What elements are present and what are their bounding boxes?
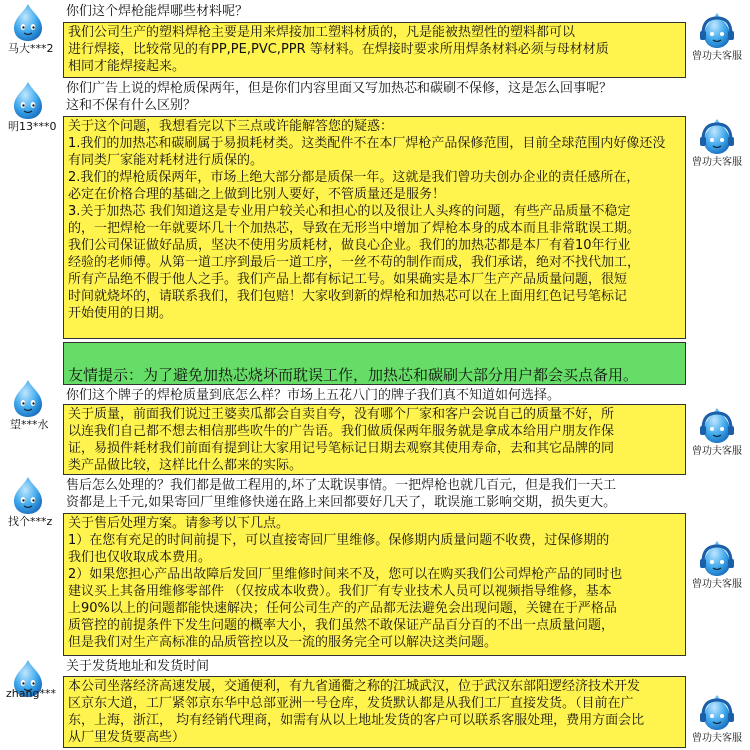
service-agent-4 — [686, 538, 748, 591]
username: 明13***0 — [8, 120, 57, 133]
service-agent-3 — [686, 405, 748, 458]
user-avatar-4 — [6, 475, 50, 515]
answer-2: 关于这个问题，我想看完以下三点或许能解答您的疑惑： 1.我们的加热芯和碳刷属于易损耗材类。这类配件不在本厂焊枪产品保修范围，目前全球范围内好像还没 有同类厂家能对耗材进行质保的。 2.我们的焊枪质保两年，市场上绝大部分都是质保一年。这就是我们曾功夫创办企业的责任感所在， 必定在价格合理的基础之上做到比别人要好，不管质量还是服务！ 3.关于加热芯 我们知道这是专业用户较关心和担心的以及很让人头疼的问题，有些产品质量不稳定 的，一把焊枪一年就要坏几十个加热芯，导致在无形当中增加了焊枪本身的成本而且非常耽误工期。 我们公司保证做好品质，坚决不使用劣质耗材，做良心企业。我们的加热芯都是本厂有着10年行业 经验的老师傅。从第一道工序到最后一道工序，一丝不苟的制作而成，我们承诺，绝对不找代加工， 所有产品绝不假于他人之手。我们产品上都有标记工号。如果确实是本厂生产产品质量问题，很短 时间就烧坏的，请联系我们，我们包赔！大家收到新的焊枪和加热芯可以在上面用红色记号笔标记 开始使用的日期。 — [63, 116, 686, 339]
water-drop-icon — [6, 80, 50, 120]
answer-5: 本公司坐落经济高速发展，交通便利，有九省通衢之称的江城武汉，位于武汉东部阳逻经济技术开发 区京东大道，工厂紧邻京东华中总部亚洲一号仓库，发货默认都是从我们工厂直接发货。（目前在广 东，上海，浙江， 均有经销代理商，如需有从以上地址发货的客户可以联系客服处理，费用方面会比 从厂里发货要高些） — [63, 676, 686, 748]
service-label: 曾功夫客服 — [692, 446, 742, 457]
question-4: 售后怎么处理的？我们都是做工程用的,坏了太耽误事情。一把焊枪也就几百元，但是我们一天工 资都是上千元,如果寄回厂里维修快递在路上来回都要好几天了，耽误施工影响交期，损失更大。 — [66, 478, 617, 510]
headset-agent-icon — [697, 538, 737, 578]
username: 找个***z — [8, 515, 53, 528]
username: zhang*** — [6, 687, 56, 700]
answer-3: 关于质量，前面我们说过王婆卖瓜都会自卖自夸，没有哪个厂家和客户会说自己的质量不好，所 以连我们自己都不想去相信那些吹牛的广告语。我们做质保两年服务就是拿成本给用户朋友作保 证，易损件耗材我们前面有提到让大家用记号笔标记日期去观察其使用寿命，去和其它品牌的同 类产品做比较，这样比什么都来的实际。 — [63, 404, 686, 475]
service-label: 曾功夫客服 — [692, 51, 742, 62]
user-avatar-2 — [6, 80, 50, 120]
username: 马大***2 — [8, 42, 54, 55]
username: 望***水 — [10, 418, 49, 431]
user-avatar-3 — [6, 378, 50, 418]
service-label: 曾功夫客服 — [692, 579, 742, 590]
headset-agent-icon — [697, 116, 737, 156]
water-drop-icon — [6, 378, 50, 418]
user-avatar-1 — [6, 2, 50, 42]
tip-friendly: 友情提示：为了避免加热芯烧坏而耽误工作，加热芯和碳刷大部分用户都会买点备用。 — [68, 366, 639, 384]
water-drop-icon — [6, 2, 50, 42]
water-drop-icon — [6, 475, 50, 515]
headset-agent-icon — [697, 405, 737, 445]
question-1: 你们这个焊枪能焊哪些材料呢？ — [66, 4, 249, 19]
service-agent-2 — [686, 116, 748, 169]
answer-4: 关于售后处理方案。请参考以下几点。 1）在您有充足的时间前提下，可以直接寄回厂里维修。保修期内质量问题不收费，过保修期的 我们也仅收取成本费用。 2）如果您担心产品出故障后发回厂里维修时间来不及，您可以在购买我们公司焊枪产品的同时也 建议买上其备用维修零部件 （仅按成本收费）。我们厂有专业技术人员可以视频指导维修，基本 上90%以上的问题都能快速解决；任何公司生产的产品都无法避免会出现问题，关键在于严格品 质管控的前提条件下发生问题的概率大小，我们虽然不敢保证产品百分百的不出一点质量问题， 但是我们对生产高标准的品质管控以及一流的服务完全可以解决这类问题。 — [63, 513, 686, 656]
service-label: 曾功夫客服 — [692, 733, 742, 744]
service-agent-5 — [686, 692, 748, 745]
headset-agent-icon — [697, 692, 737, 732]
tips-box — [63, 342, 686, 385]
headset-agent-icon — [697, 10, 737, 50]
service-label: 曾功夫客服 — [692, 157, 742, 168]
question-5: 关于发货地址和发货时间 — [66, 659, 210, 674]
question-2: 你们广告上说的焊枪质保两年，但是你们内容里面又写加热芯和碳刷不保修，这是怎么回事呢？ 这和不保有什么区别？ — [66, 81, 613, 113]
question-3: 你们这个牌子的焊枪质量到底怎么样？市场上五花八门的牌子我们真不知道如何选择。 — [66, 388, 561, 403]
answer-1: 我们公司生产的塑料焊枪主要是用来焊接加工塑料材质的，凡是能被热塑性的塑料都可以 进行焊接，比较常见的有PP,PE,PVC,PPR 等材料。在焊接时要求所用焊条材料必须与母材材质 相同才能焊接起来。 — [63, 22, 686, 78]
service-agent-1 — [686, 10, 748, 63]
